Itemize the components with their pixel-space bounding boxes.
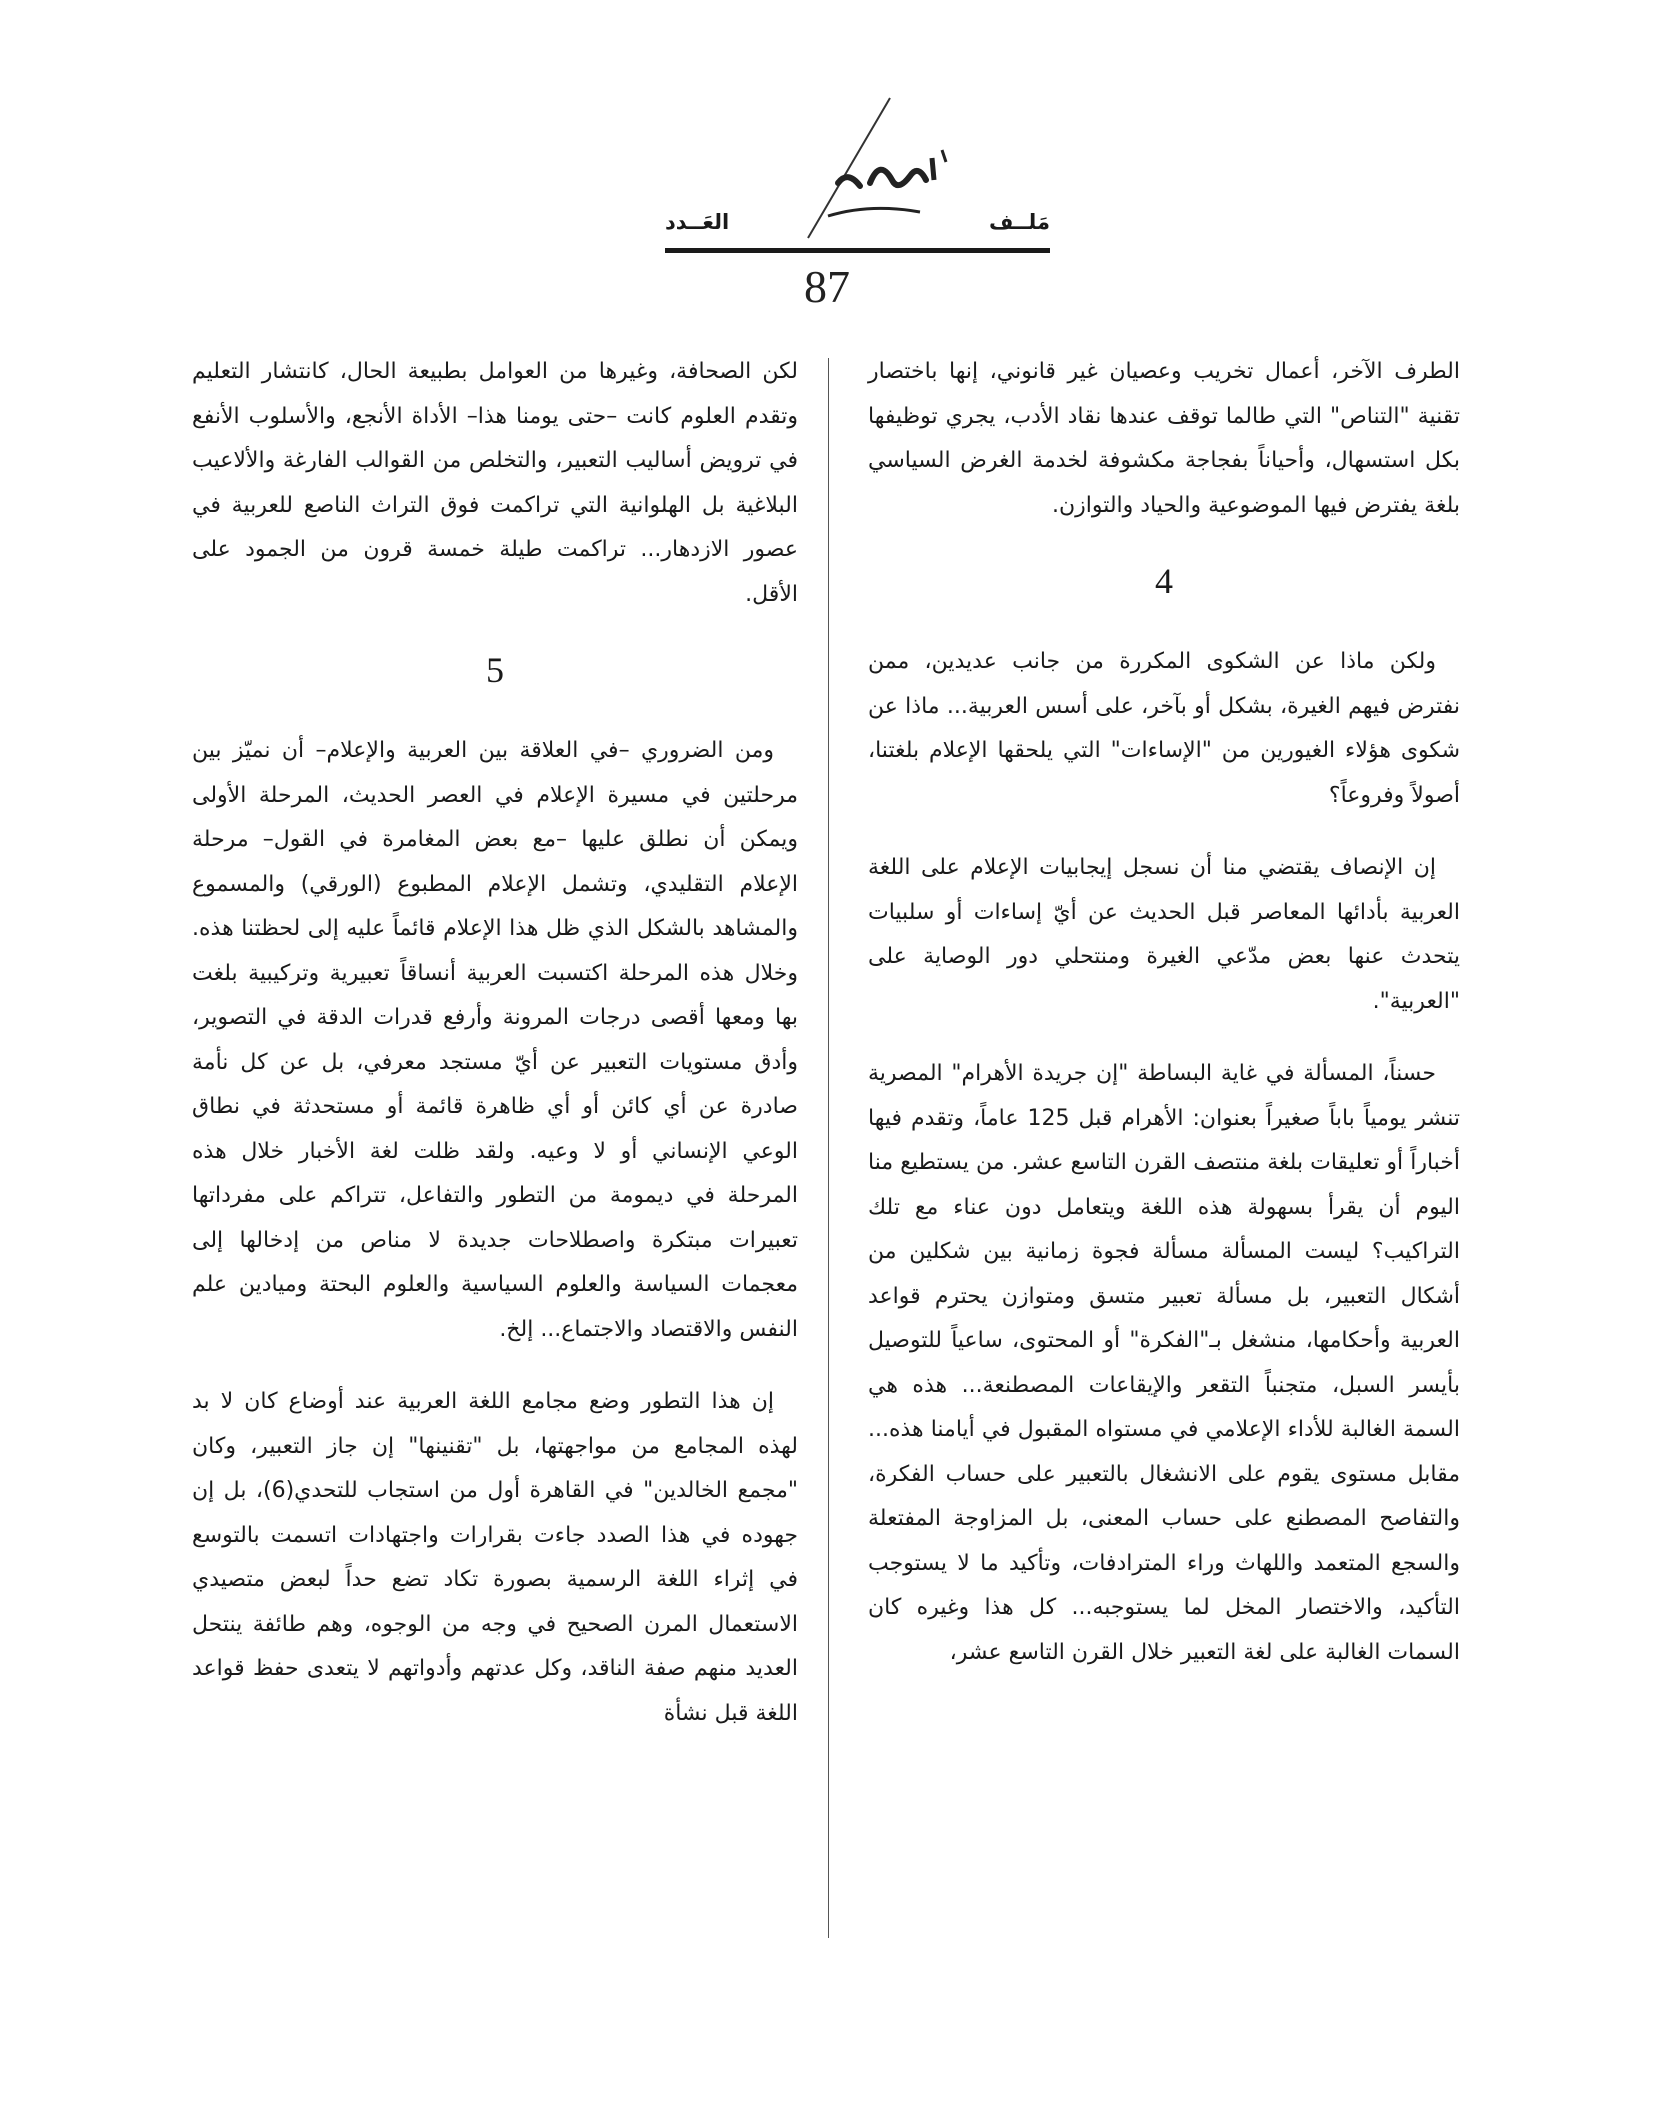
page-number: 87 (804, 261, 850, 312)
header-file-label: مَلــف (989, 210, 1050, 234)
page-header (0, 80, 1654, 312)
right-column (868, 350, 1460, 1703)
paragraph: ولكن ماذا عن الشكوى المكررة من جانب عديدين، ممن نفترض فيهم الغيرة، بشكل أو بآخر، على أسس العربية... ماذا عن شكوى هؤلاء الغيورين من "الإساءات" التي يلحقها الإعلام بلغتنا، أصولاً وفروعاً؟ (868, 649, 1460, 808)
header-rule (665, 248, 1050, 253)
paragraph: إن الإنصاف يقتضي منا أن نسجل إيجابيات الإعلام على اللغة العربية بأدائها المعاصر قبل الحديث عن أيّ إساءات أو سلبيات يتحدث عنها بعض مدّعي الغيرة ومنتحلي دور الوصاية على "العربية". (868, 855, 1460, 1014)
paragraph: لكن الصحافة، وغيرها من العوامل بطبيعة الحال، كانتشار التعليم وتقدم العلوم كانت –حتى يومنا هذا– الأداة الأنجع، والأسلوب الأنفع في ترويض أساليب التعبير، والتخلص من القوالب الفارغة والألاعيب البلاغية بل الهلوانية التي تراكمت فوق التراث الناصع للعربية في عصور الازدهار... تراكمت طيلة خمسة قرون من الجمود على الأقل. (192, 359, 798, 607)
section-number: 4 (1155, 561, 1173, 601)
paragraph: حسناً، المسألة في غاية البساطة "إن جريدة الأهرام" المصرية تنشر يومياً باباً صغيراً بعنوان: الأهرام قبل 125 عاماً، وتقدم فيها أخباراً أو تعليقات بلغة منتصف القرن التاسع عشر. من يستطيع منا اليوم أن يقرأ بسهولة هذه اللغة ويتعامل دون عناء مع تلك التراكيب؟ ليست المسألة مسألة فجوة زمانية بين شكلين من أشكال التعبير، بل مسألة تعبير متسق ومتوازن يحترم قواعد العربية وأحكامها، منشغل بـ"الفكرة" أو المحتوى، ساعياً للتوصيل بأيسر السبل، متجنباً التقعر والإيقاعات المصطنعة... هذه هي السمة الغالبة للأداء الإعلامي في مستواه المقبول في أيامنا هذه... مقابل مستوى يقوم على الانشغال بالتعبير على حساب الفكرة، والتفاصح المصطنع على حساب المعنى، بل المزاوجة المفتعلة والسجع المتعمد واللهاث وراء المترادفات، وتأكيد ما لا يستوجب التأكيد، والاختصار المخل لما يستوجبه... كل هذا وغيره كان السمات الغالبة على لغة التعبير خلال القرن التاسع عشر، (868, 1061, 1460, 1665)
paragraph: ومن الضروري –في العلاقة بين العربية والإعلام– أن نميّز بين مرحلتين في مسيرة الإعلام في العصر الحديث، المرحلة الأولى ويمكن أن نطلق عليها –مع بعض المغامرة في القول– مرحلة الإعلام التقليدي، وتشمل الإعلام المطبوع (الورقي) والمسموع والمشاهد بالشكل الذي ظل هذا الإعلام قائماً عليه إلى لحظتنا هذه. وخلال هذه المرحلة اكتسبت العربية أنساقاً تعبيرية وتركيبية بلغت بها ومعها أقصى درجات المرونة وأرفع قدرات الدقة في التصوير، وأدق مستويات التعبير عن أيّ مستجد معرفي، بل عن كل نأمة صادرة عن أي كائن أو أي ظاهرة قائمة أو مستحدثة في نطاق الوعي الإنساني أو لا وعيه. ولقد ظلت لغة الأخبار خلال هذه المرحلة في ديمومة من التطور والتفاعل، تتراكم على مفرداتها تعبيرات مبتكرة واصطلاحات جديدة لا مناص من إدخالها إلى معجمات السياسة والعلوم السياسية والعلوم البحتة وميادين علم النفس والاقتصاد والاجتماع... إلخ. (192, 738, 798, 1342)
left-column (192, 350, 798, 1764)
header-issue-label: العَــدد (665, 210, 730, 234)
paragraph: الطرف الآخر، أعمال تخريب وعصيان غير قانوني، إنها باختصار تقنية "التناص" التي طالما توقف عندها نقاد الأدب، يجري توظيفها بكل استسهال، وأحياناً بفجاجة مكشوفة لخدمة الغرض السياسي بلغة يفترض فيها الموضوعية والحياد والتوازن. (868, 359, 1460, 518)
section-number: 5 (486, 650, 504, 690)
column-divider (828, 358, 829, 1938)
paragraph: إن هذا التطور وضع مجامع اللغة العربية عند أوضاع كان لا بد لهذه المجامع من مواجهتها، بل "تقنينها" إن جاز التعبير، وكان "مجمع الخالدين" في القاهرة أول من استجاب للتحدي(6)، بل إن جهوده في هذا الصدد جاءت بقرارات واجتهادات اتسمت بالتوسع في إثراء اللغة الرسمية بصورة تكاد تضع حداً لبعض متصيدي الاستعمال المرن الصحيح في وجه من الوجوه، وهم طائفة ينتحل العديد منهم صفة الناقد، وكل عدتهم وأدواتهم لا يتعدى حفظ قواعد اللغة قبل نشأة (192, 1389, 798, 1726)
